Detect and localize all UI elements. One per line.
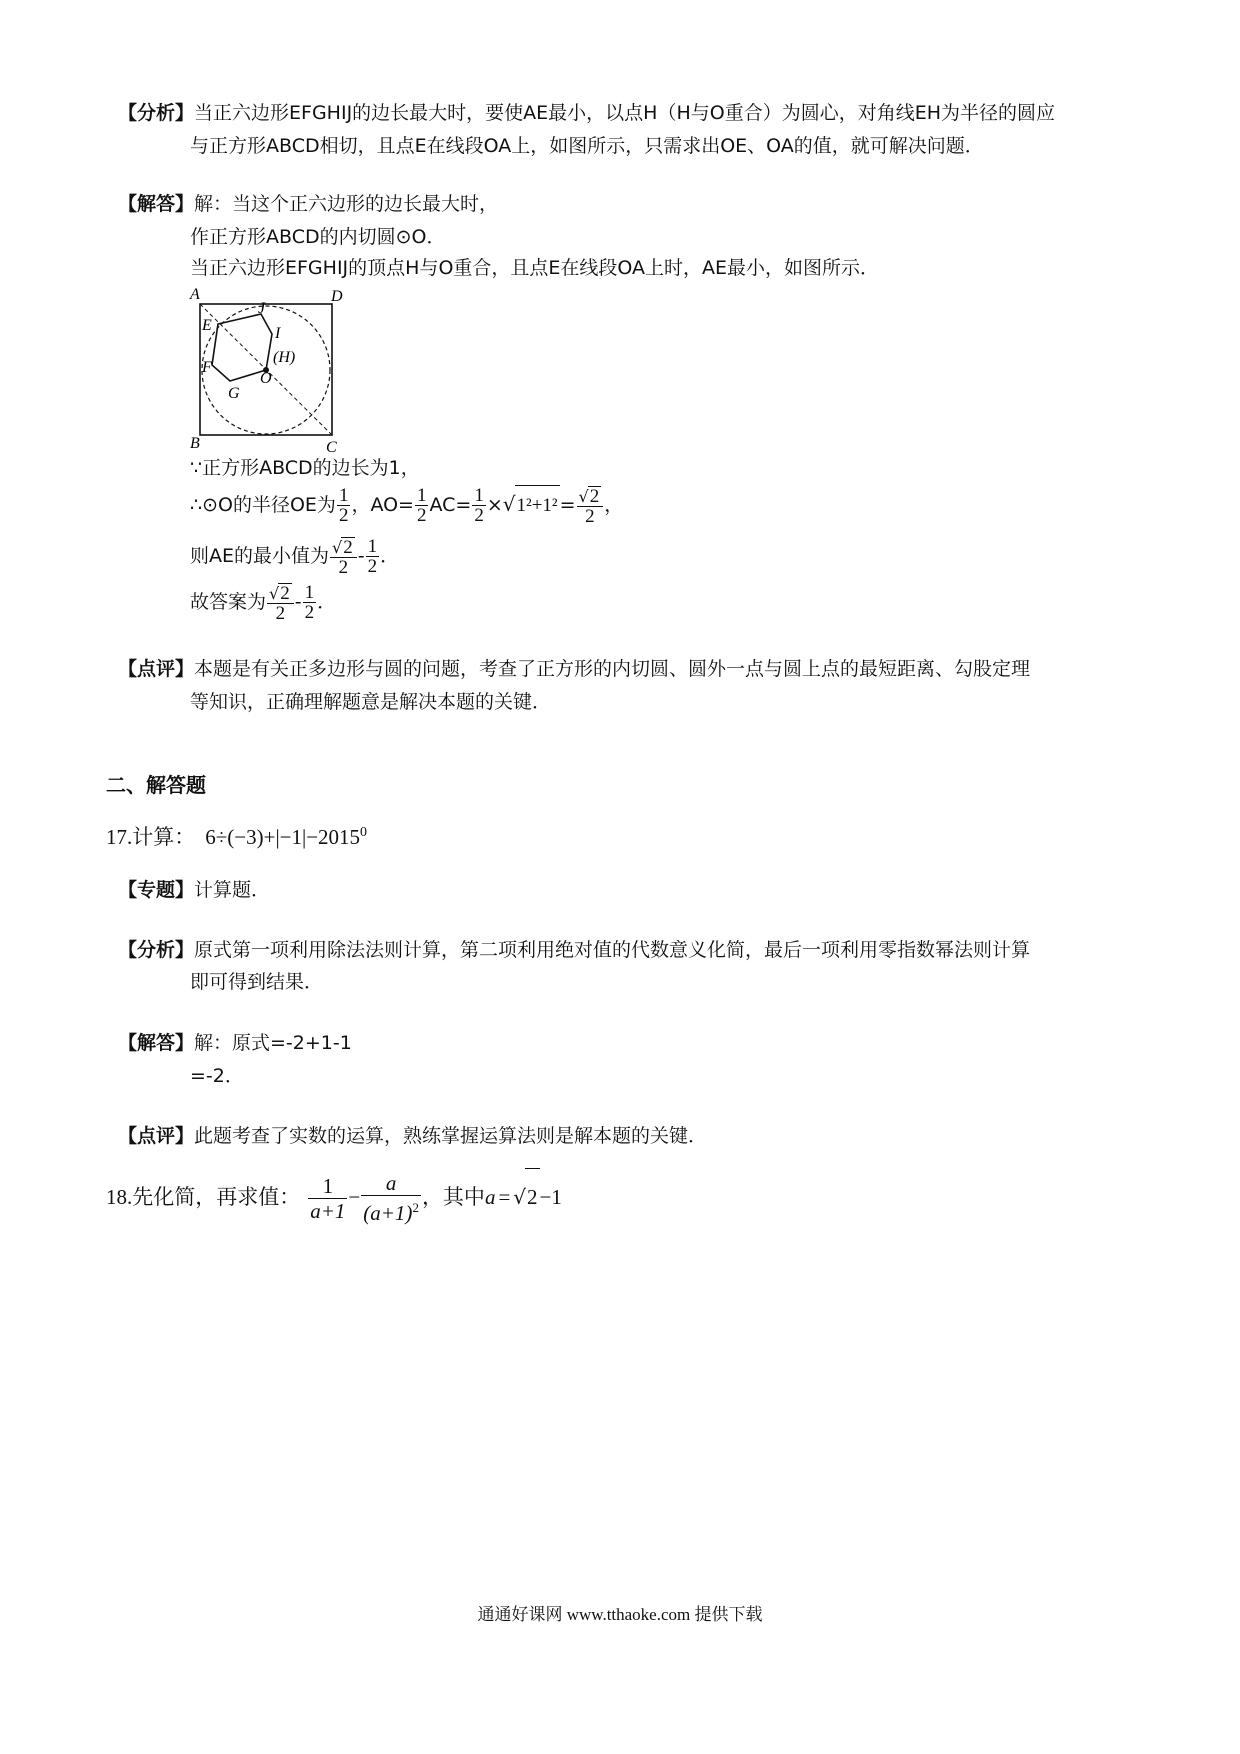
q18-line bbox=[106, 1168, 562, 1225]
equals-sign: = bbox=[559, 494, 576, 516]
q17-answer-tag: 【解答】 bbox=[118, 1032, 195, 1054]
comment-line-1 bbox=[118, 657, 1030, 681]
q18-frac-2 bbox=[361, 1171, 421, 1225]
topic-text: 计算题． bbox=[194, 879, 271, 901]
comment-tag: 【点评】 bbox=[118, 658, 195, 680]
label-d: D bbox=[331, 288, 343, 305]
frac-one-half-min bbox=[366, 537, 380, 576]
frac-num: 1 bbox=[338, 485, 349, 506]
frac-den: 2 bbox=[275, 602, 286, 624]
label-c: C bbox=[326, 439, 337, 456]
frac-den: 2 bbox=[585, 505, 595, 527]
frac2-den-base: (a+1) bbox=[363, 1201, 413, 1225]
q17-analysis-text-1: 原式第一项利用除法法则计算，第二项利用绝对值的代数意义化简，最后一项利用零指数幂法则计算 bbox=[194, 939, 1031, 961]
frac-num: 1 bbox=[308, 1174, 347, 1199]
min-value-line bbox=[190, 536, 399, 577]
frac-den: a+1 bbox=[310, 1198, 346, 1223]
label-h: (H) bbox=[273, 349, 296, 366]
frac-num: 1 bbox=[304, 582, 315, 603]
section-title: 二、解答题 bbox=[106, 773, 206, 797]
sqrt-2: 2 bbox=[343, 536, 353, 558]
q18-frac-1 bbox=[308, 1174, 347, 1223]
sqrt-2: 2 bbox=[280, 582, 290, 604]
minus-sign: - bbox=[357, 545, 365, 567]
q17-topic-line bbox=[118, 878, 270, 902]
q17-analysis-line-2: 即可得到结果． bbox=[190, 971, 324, 993]
analysis-line-2: 与正方形ABCD相切，且点E在线段OA上，如图所示，只需求出OE、OA的值，就可解决问题． bbox=[190, 135, 984, 157]
frac-num: a bbox=[361, 1171, 421, 1196]
frac-sqrt2-over-2-min bbox=[330, 537, 357, 577]
label-b: B bbox=[190, 435, 200, 452]
label-i: I bbox=[275, 325, 281, 342]
answer-line-3: 当正六边形EFGHIJ的顶点H与O重合，且点E在线段OA上时，AE最小，如图所示． bbox=[190, 257, 880, 279]
frac-num: √2 bbox=[577, 486, 604, 507]
comment-text-1: 本题是有关正多边形与圆的问题，考查了正方形的内切圆、圆外一点与圆上点的最短距离、勾股定理 bbox=[194, 658, 1031, 680]
frac-one-half-ans bbox=[303, 583, 317, 622]
q17-answer-text-1: 解：原式=-2+1-1 bbox=[194, 1032, 352, 1054]
q18-condition: ，其中 bbox=[421, 1185, 485, 1209]
frac-den: 2 bbox=[304, 602, 315, 623]
comment-line-2: 等知识，正确理解题意是解决本题的关键． bbox=[190, 691, 552, 713]
analysis-line-1 bbox=[118, 101, 1055, 125]
frac-num: 1 bbox=[474, 485, 484, 506]
frac-one-half-3 bbox=[472, 486, 486, 525]
frac-sqrt2-over-2-ans bbox=[267, 583, 294, 623]
q18-radical: √ bbox=[513, 1185, 527, 1209]
q17-analysis-line-1 bbox=[118, 938, 1030, 962]
therefore-prefix: ∴⊙O的半径OE为 bbox=[190, 494, 336, 516]
minus-sign: - bbox=[294, 591, 302, 613]
ans-prefix: 故答案为 bbox=[190, 591, 267, 613]
label-f: F bbox=[202, 359, 212, 376]
q18-label: 18.先化简，再求值： bbox=[106, 1185, 301, 1209]
frac-one-half-1 bbox=[337, 486, 351, 525]
q17-label: 17.计算： bbox=[106, 825, 196, 849]
q17-line bbox=[106, 818, 367, 852]
analysis-tag: 【分析】 bbox=[118, 102, 195, 124]
q17-comment-tag: 【点评】 bbox=[118, 1125, 195, 1147]
analysis-text-1: 当正六边形EFGHIJ的边长最大时，要使AE最小，以点H（H与O重合）为圆心，对角线EH为半径的圆应 bbox=[194, 102, 1055, 124]
comma: ， bbox=[604, 494, 624, 516]
q17-comment-line bbox=[118, 1124, 707, 1148]
frac-num: 1 bbox=[367, 536, 378, 557]
topic-tag: 【专题】 bbox=[118, 879, 195, 901]
q17-answer-line-2: =-2． bbox=[190, 1065, 244, 1087]
q17-analysis-tag: 【分析】 bbox=[118, 939, 195, 961]
frac-den: 2 bbox=[338, 556, 349, 578]
frac-sqrt2-over-2 bbox=[577, 486, 604, 526]
ac-text: AC= bbox=[429, 494, 472, 516]
frac-den: 2 bbox=[416, 505, 427, 526]
answer-line-2: 作正方形ABCD的内切圆⊙O． bbox=[190, 226, 446, 248]
answer-tag: 【解答】 bbox=[118, 193, 195, 215]
label-e: E bbox=[202, 317, 212, 334]
label-a: A bbox=[190, 286, 200, 303]
footer-credit: 通通好课网 www.tthaoke.com 提供下载 bbox=[477, 1605, 763, 1624]
q18-sqrt-2: 2 bbox=[525, 1168, 540, 1225]
frac-den: 2 bbox=[474, 505, 484, 526]
frac2-den-exp: 2 bbox=[412, 1200, 419, 1215]
final-answer-line bbox=[190, 582, 336, 623]
min-prefix: 则AE的最小值为 bbox=[190, 545, 330, 567]
frac-one-half-2 bbox=[415, 486, 429, 525]
answer-line-1 bbox=[118, 192, 498, 216]
times-sign: × bbox=[486, 494, 503, 516]
frac-den: 2 bbox=[338, 505, 349, 526]
label-g: G bbox=[228, 385, 240, 402]
frac-num: √2 bbox=[267, 583, 294, 604]
q18-minus-one: −1 bbox=[539, 1185, 562, 1209]
q18-minus: − bbox=[348, 1185, 361, 1209]
q18-var-a: a bbox=[484, 1185, 496, 1209]
q18-equals: = bbox=[498, 1185, 511, 1209]
sqrt-one-one: 1²+1² bbox=[515, 485, 560, 526]
therefore-line bbox=[190, 484, 623, 526]
label-o: O bbox=[260, 370, 272, 387]
frac-num: 1 bbox=[416, 485, 427, 506]
period: ． bbox=[317, 591, 337, 613]
frac-den bbox=[361, 1196, 421, 1225]
q17-comment-text: 此题考查了实数的运算，熟练掌握运算法则是解本题的关键． bbox=[194, 1125, 708, 1147]
radical-sign: √ bbox=[502, 492, 516, 516]
sqrt-2: 2 bbox=[589, 485, 600, 507]
because-line: ∵正方形ABCD的边长为1， bbox=[190, 457, 420, 479]
answer-text-1: 解：当这个正六边形的边长最大时， bbox=[194, 193, 499, 215]
ao-text: ，AO= bbox=[351, 494, 414, 516]
square-hexagon-figure bbox=[182, 282, 352, 457]
q17-exponent: 0 bbox=[360, 825, 368, 840]
q17-expression: 6÷(−3)+|−1|−2015 bbox=[205, 825, 361, 849]
frac-num: √2 bbox=[330, 537, 357, 558]
q17-answer-line-1 bbox=[118, 1031, 352, 1055]
frac-den: 2 bbox=[367, 556, 378, 577]
period: ． bbox=[380, 545, 400, 567]
label-j: J bbox=[258, 300, 266, 317]
